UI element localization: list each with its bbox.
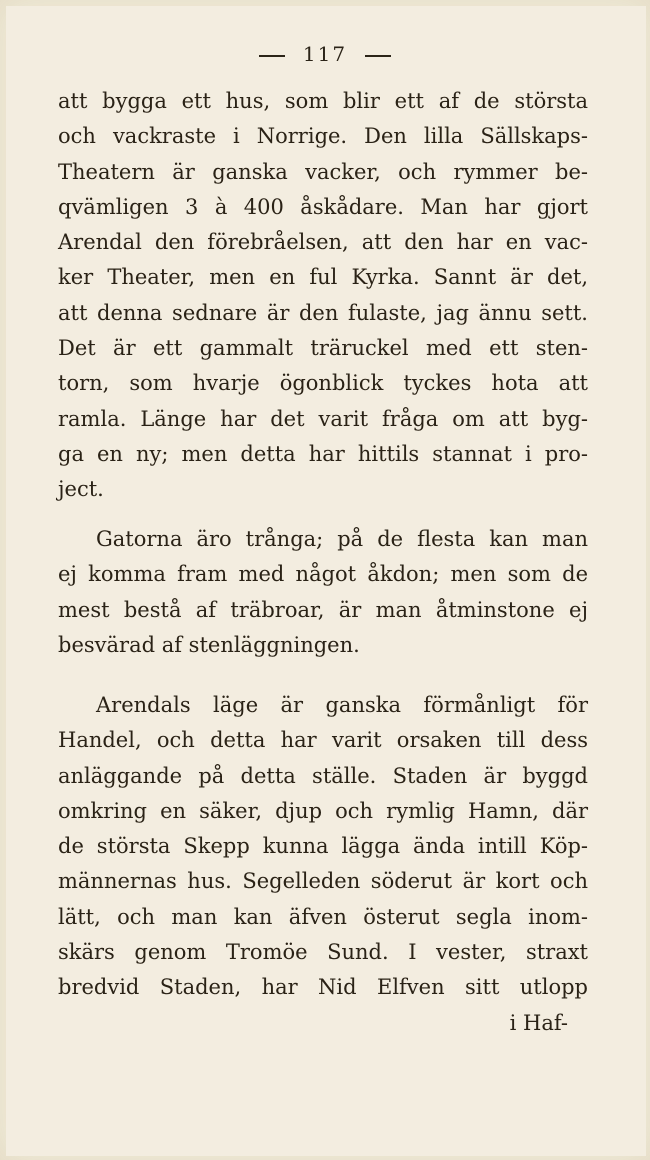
text-line: Theatern är ganska vacker, och rymmer be- [58,159,588,184]
text-line: anläggande på detta ställe. Staden är byggd [58,763,588,788]
page-header [0,42,650,66]
paragraph-2 [58,522,588,663]
text-line: ker Theater, men en ful Kyrka. Sannt är det, [58,265,588,290]
paragraph-1 [58,84,588,508]
text-line: Arendals läge är ganska förmånligt för [96,693,588,717]
text-line: Handel, och detta har varit orsaken till dess [58,728,588,753]
text-line: bredvid Staden, har Nid Elfven sitt utlopp [58,975,588,1000]
text-line: skärs genom Tromöe Sund. I vester, straxt [58,940,588,965]
text-line: ramla. Länge har det varit fråga om att byg- [58,406,588,431]
text-line: att bygga ett hus, som blir ett af de största [58,89,588,113]
text-line: torn, som hvarje ögonblick tyckes hota att [58,371,588,396]
text-line: lätt, och man kan äfven österut segla inom- [58,904,588,929]
text-line: omkring en säker, djup och rymlig Hamn, där [58,798,588,823]
text-line: besvärad af stenläggningen. [58,632,360,657]
text-line: qvämligen 3 à 400 åskådare. Man har gjort [58,194,588,219]
header-right-dash [365,55,391,57]
text-line: de största Skepp kunna lägga ända intill Köp- [58,834,588,859]
text-line: ject. [58,477,104,502]
catchword: i Haf- [509,1010,568,1035]
text-line: Det är ett gammalt träruckel med ett sten- [58,336,588,361]
text-line: ej komma fram med något åkdon; men som de [58,562,588,587]
text-line: ga en ny; men detta har hittils stannat i pro- [58,441,588,466]
paragraph-3 [58,688,588,1041]
page-number: 117 [302,42,348,66]
text-line: Arendal den förebråelsen, att den har en vac- [58,230,588,255]
text-line: och vackraste i Norrige. Den lilla Sällskaps- [58,124,588,149]
text-line: Gatorna äro trånga; på de flesta kan man [96,527,588,551]
text-line: att denna sednare är den fulaste, jag ännu sett. [58,300,588,325]
header-left-dash [259,55,285,57]
text-line: männernas hus. Segelleden söderut är kort och [58,869,588,894]
text-line: mest bestå af träbroar, är man åtminstone ej [58,597,588,622]
